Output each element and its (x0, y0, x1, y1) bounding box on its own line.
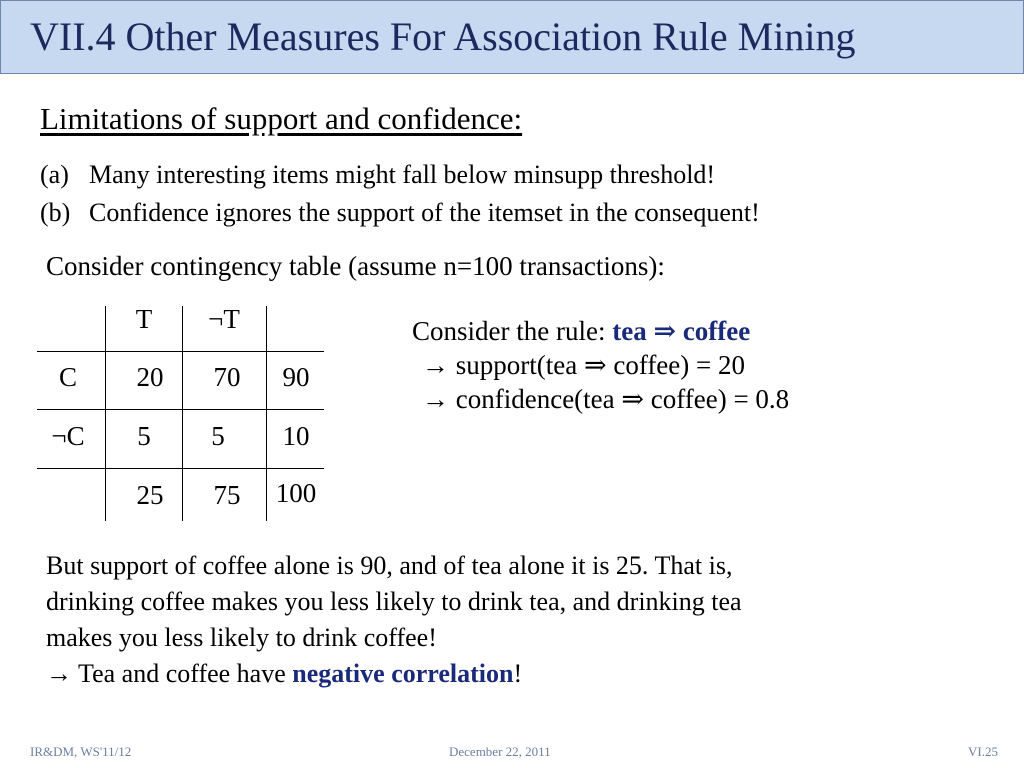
table-grid-line (37, 351, 324, 352)
item-text: Confidence ignores the support of the itemset in the consequent! (89, 198, 760, 227)
final-prefix: → Tea and coffee have (46, 659, 293, 688)
table-grid-line (266, 306, 267, 521)
table-row-label: ¬C (51, 421, 85, 451)
conclusion-line: drinking coffee makes you less likely to drink tea, and drinking tea (46, 587, 742, 616)
limitation-item (40, 160, 715, 190)
table-cell: 10 (282, 421, 310, 451)
table-grid-line (105, 306, 106, 521)
slide-title: VII.4 Other Measures For Association Rule Mining (30, 14, 856, 59)
item-marker: (a) (40, 160, 69, 189)
table-row-label: C (58, 362, 77, 392)
rule-block (412, 314, 789, 416)
title-bar (0, 0, 1024, 74)
conclusion-line: makes you less likely to drink coffee! (46, 623, 437, 652)
table-cell: 70 (213, 362, 241, 392)
footer-page-number: VI.25 (968, 744, 998, 759)
table-grid-line (37, 468, 324, 469)
footer-date: December 22, 2011 (449, 744, 551, 759)
support-line: → support(tea ⇒ coffee) = 20 (422, 350, 745, 380)
conclusion-line: But support of coffee alone is 90, and of tea alone it is 25. That is, (46, 551, 733, 580)
final-suffix: ! (513, 659, 523, 688)
table-grid-line (37, 409, 324, 410)
conclusion-paragraph (46, 548, 996, 692)
table-header-cell: T (135, 304, 153, 334)
table-cell: 5 (137, 421, 151, 451)
item-marker: (b) (40, 198, 71, 227)
table-cell: 5 (211, 421, 225, 451)
footer-course: IR&DM, WS'11/12 (30, 744, 132, 759)
table-cell: 25 (136, 480, 164, 510)
confidence-line: → confidence(tea ⇒ coffee) = 0.8 (422, 384, 790, 414)
rule-statement (412, 314, 789, 348)
item-text: Many interesting items might fall below minsupp threshold! (89, 160, 716, 189)
final-emphasis: negative correlation (292, 659, 514, 688)
table-cell: 100 (275, 478, 317, 508)
limitation-item (40, 198, 760, 228)
conclusion-final-line (46, 656, 996, 692)
table-header-cell: ¬T (208, 304, 240, 334)
section-heading: Limitations of support and confidence: (40, 101, 523, 136)
rule-text: tea ⇒ coffee (612, 316, 751, 346)
table-grid-line (182, 306, 183, 521)
rule-prefix: Consider the rule: (412, 316, 613, 346)
contingency-intro: Consider contingency table (assume n=100 transactions): (46, 251, 665, 281)
table-cell: 90 (282, 362, 310, 392)
table-cell: 20 (136, 362, 164, 392)
table-cell: 75 (213, 480, 241, 510)
